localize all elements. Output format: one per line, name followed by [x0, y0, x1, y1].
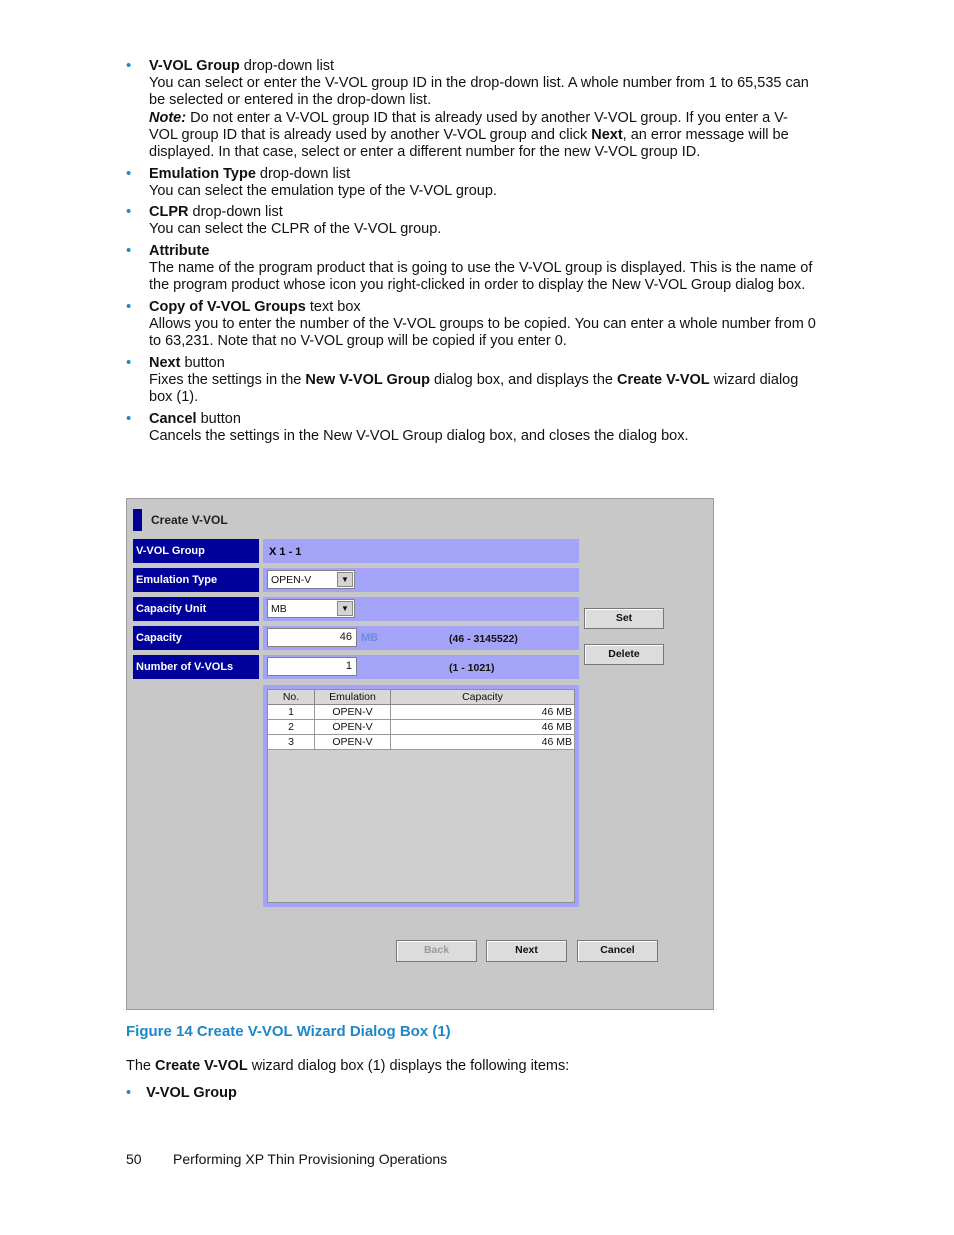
delete-button[interactable]: Delete — [584, 644, 664, 665]
bullet-desc: Cancels the settings in the New V-VOL Group dialog box, and closes the dialog box. — [149, 427, 689, 444]
bullet-desc-bold: New V-VOL Group — [305, 371, 430, 388]
number-range: (1 - 1021) — [449, 662, 495, 674]
capacity-unit-suffix: MB — [361, 632, 379, 644]
bullet-suffix: text box — [305, 298, 361, 315]
bullet-copy-of-vvol-groups — [126, 299, 816, 351]
bullet-vvol-group-item — [126, 1085, 237, 1101]
next-button[interactable]: Next — [486, 940, 567, 962]
capacity-label: Capacity — [133, 626, 259, 650]
bullet-term: Copy of V-VOL Groups — [149, 298, 306, 315]
bullet-desc: You can select the emulation type of the V-VOL group. — [149, 182, 497, 199]
bullet-desc: wizard dialog box (1). — [149, 371, 799, 406]
emulation-type-field — [263, 568, 579, 592]
col-header-emulation[interactable]: Emulation — [315, 690, 391, 705]
note-bold: Next — [591, 126, 623, 143]
bullet-desc: dialog box, and displays the — [429, 371, 617, 388]
bullet-next — [126, 355, 816, 407]
bullet-term: V-VOL Group — [146, 1085, 237, 1101]
capacity-input[interactable]: 46 — [267, 628, 357, 647]
bullet-term: CLPR — [149, 204, 189, 221]
figure-caption: Figure 14 Create V-VOL Wizard Dialog Box (1) — [126, 1023, 451, 1040]
emulation-type-select[interactable] — [267, 570, 355, 589]
bullet-dot: • — [126, 203, 132, 221]
bullet-dot: • — [126, 297, 132, 315]
footer-title: Performing XP Thin Provisioning Operations — [173, 1151, 448, 1167]
cell-no: 1 — [268, 705, 315, 720]
cell-capacity: 46 MB — [391, 720, 575, 735]
bullet-dot: • — [126, 1085, 132, 1101]
col-header-capacity[interactable]: Capacity — [391, 690, 575, 705]
bullet-dot: • — [126, 353, 132, 371]
cell-emulation: OPEN-V — [315, 735, 391, 750]
bullet-dot: • — [126, 57, 132, 74]
bullet-desc-bold: Create V-VOL — [616, 371, 710, 388]
vvol-group-label: V-VOL Group — [133, 539, 259, 563]
bullet-dot: • — [126, 164, 132, 182]
bullet-dot: • — [126, 409, 132, 427]
table-row[interactable] — [268, 735, 574, 750]
bullet-suffix: drop-down list — [239, 58, 335, 74]
bullet-attribute — [126, 243, 816, 295]
chevron-down-icon[interactable]: ▼ — [337, 572, 353, 587]
bullet-vvol-group — [126, 58, 816, 161]
bullet-term: V-VOL Group — [149, 58, 240, 74]
bullet-desc: The name of the program product that is going to use the V-VOL group is displayed. This is the name of the program product whose icon you right-clicked in order to display the New V-VOL Group dialog box. — [149, 260, 813, 294]
create-vvol-dialog — [126, 498, 714, 1010]
capacity-unit-label: Capacity Unit — [133, 597, 259, 621]
number-of-vvols-field — [263, 655, 579, 679]
vvol-table-panel — [263, 685, 579, 907]
col-header-no[interactable]: No. — [268, 690, 315, 705]
para-text: wizard dialog box (1) displays the following items: — [247, 1058, 570, 1074]
bullet-desc: Allows you to enter the number of the V-VOL groups to be copied. You can enter a whole number from 0 to 63,231. Note that no V-VOL group will be copied if you enter 0. — [149, 316, 816, 350]
note-text: Do not enter a V-VOL group ID that is already used by another V-VOL group. If you enter a V-VOL group ID that is already used by another V-VOL group and click — [149, 109, 788, 143]
capacity-range: (46 - 3145522) — [449, 633, 518, 645]
bullet-cancel — [126, 411, 816, 445]
capacity-field — [263, 626, 579, 650]
number-of-vvols-label: Number of V-VOLs — [133, 655, 259, 679]
back-button[interactable]: Back — [396, 940, 477, 962]
bullet-suffix: drop-down list — [188, 204, 283, 221]
bullet-emulation-type — [126, 166, 816, 200]
title-marker — [133, 509, 142, 531]
note-label: Note: — [149, 109, 187, 126]
bullet-desc: You can select the CLPR of the V-VOL group. — [149, 221, 442, 238]
bullet-term: Attribute — [149, 242, 210, 259]
cancel-button[interactable]: Cancel — [577, 940, 658, 962]
vvol-group-value: X 1 - 1 — [269, 546, 302, 558]
bullet-desc: Fixes the settings in the — [149, 371, 306, 388]
capacity-unit-field — [263, 597, 579, 621]
capacity-unit-select[interactable] — [267, 599, 355, 618]
note-tail: , an error message will be displayed. In that case, select or enter a different number for the new V-VOL group ID. — [149, 126, 789, 161]
page-number: 50 — [126, 1151, 142, 1167]
vvol-group-field — [263, 539, 579, 563]
bullet-term: Emulation Type — [149, 165, 256, 182]
cell-emulation: OPEN-V — [315, 720, 391, 735]
table-row[interactable] — [268, 705, 574, 720]
cell-capacity: 46 MB — [391, 705, 575, 720]
table-row[interactable] — [268, 720, 574, 735]
chevron-down-icon[interactable]: ▼ — [337, 601, 353, 616]
dialog-title: Create V-VOL — [151, 513, 228, 527]
emulation-type-value: OPEN-V — [271, 574, 312, 586]
cell-emulation: OPEN-V — [315, 705, 391, 720]
set-button[interactable]: Set — [584, 608, 664, 629]
bullet-suffix: button — [180, 354, 225, 371]
bullet-term: Next — [149, 354, 181, 371]
bullet-dot: • — [126, 241, 132, 259]
cell-capacity: 46 MB — [391, 735, 575, 750]
para-text: The — [126, 1058, 156, 1074]
capacity-unit-value: MB — [271, 603, 287, 615]
bullet-clpr — [126, 204, 816, 238]
bullet-suffix: drop-down list — [255, 165, 351, 182]
bullet-suffix: button — [196, 410, 241, 427]
cell-no: 2 — [268, 720, 315, 735]
bullet-desc: You can select or enter the V-VOL group ID in the drop-down list. A whole number from 1 to 65,535 can be selected or entered in the drop-down list. — [149, 75, 809, 109]
bullet-list — [126, 58, 816, 449]
number-of-vvols-input[interactable]: 1 — [267, 657, 357, 676]
emulation-type-label: Emulation Type — [133, 568, 259, 592]
vvol-table[interactable] — [267, 689, 575, 903]
para-bold: Create V-VOL — [155, 1058, 248, 1074]
bullet-term: Cancel — [149, 410, 197, 427]
intro-paragraph — [126, 1058, 569, 1074]
cell-no: 3 — [268, 735, 315, 750]
